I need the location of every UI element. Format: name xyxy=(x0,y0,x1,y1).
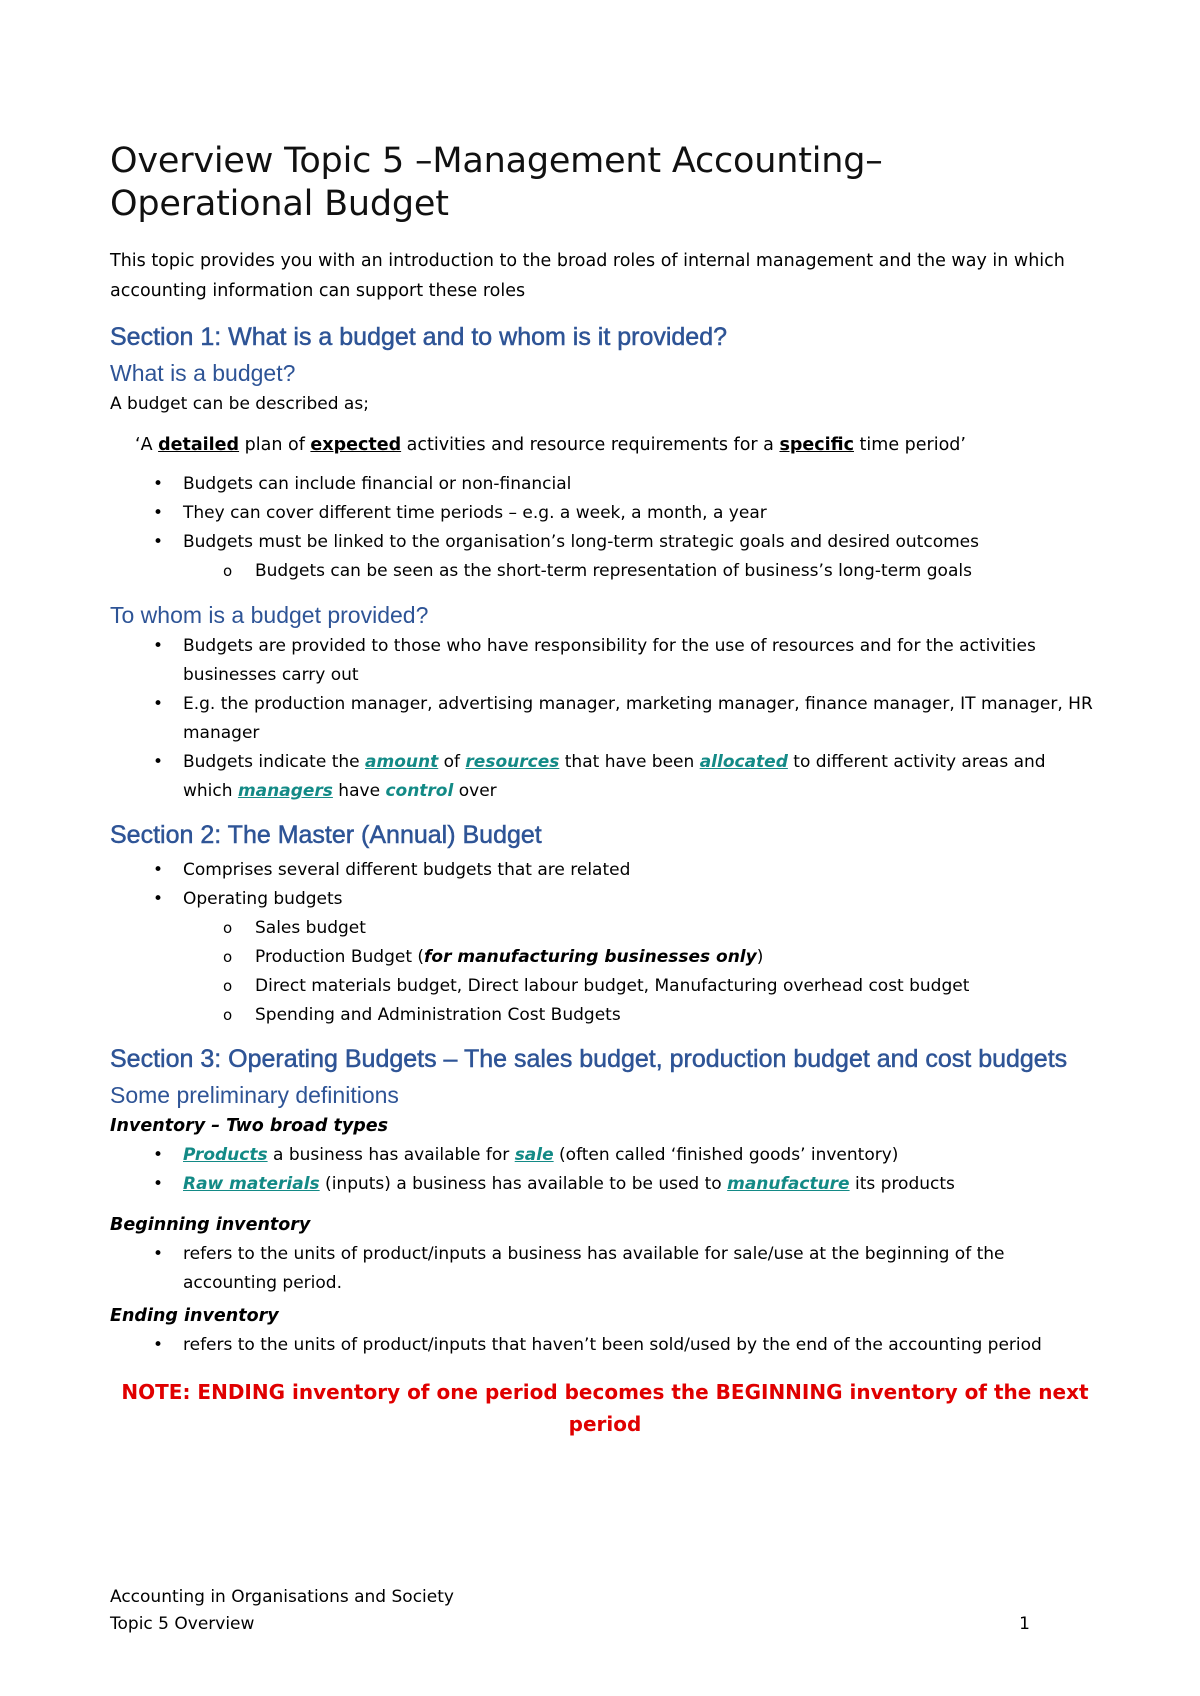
list-item: • refers to the units of product/inputs a business has available for sale/use at the beginning of the accounting period. xyxy=(110,1240,1100,1298)
keyword-raw-materials: Raw materials xyxy=(183,1174,320,1194)
sub-list-item: o Budgets can be seen as the short-term representation of business’s long-term goals xyxy=(110,557,1100,586)
keyword-managers: managers xyxy=(237,781,333,801)
keyword-allocated: allocated xyxy=(699,752,788,772)
list-item: • Products a business has available for sale (often called ‘finished goods’ inventory) xyxy=(110,1141,1100,1170)
inventory-note: NOTE: ENDING inventory of one period becomes the BEGINNING inventory of the next period xyxy=(121,1380,1089,1436)
budget-sub-list xyxy=(110,557,1100,586)
list-item: • Budgets are provided to those who have responsibility for the use of resources and for the activities businesses carry out xyxy=(110,632,1100,690)
sub-list-item: o Direct materials budget, Direct labour budget, Manufacturing overhead cost budget xyxy=(110,972,1100,1001)
list-item: • refers to the units of product/inputs that haven’t been sold/used by the end of the accounting period xyxy=(110,1331,1100,1360)
to-whom-list xyxy=(110,632,1100,806)
sub-list-item: o Spending and Administration Cost Budgets xyxy=(110,1001,1100,1030)
section-2-heading: Section 2: The Master (Annual) Budget xyxy=(110,821,542,849)
manufacturing-only-note: for manufacturing businesses only xyxy=(424,947,757,967)
page-number: 1 xyxy=(1019,1614,1030,1634)
keyword-control: control xyxy=(385,781,454,801)
page-footer xyxy=(110,1584,1030,1638)
page-title xyxy=(110,140,1100,226)
title-line-2: Operational Budget xyxy=(110,184,449,224)
title-line-1: Overview Topic 5 –Management Accounting– xyxy=(110,141,883,181)
list-item: • Budgets must be linked to the organisation’s long-term strategic goals and desired outcomes xyxy=(110,528,1100,557)
keyword-sale: sale xyxy=(514,1145,554,1165)
preliminary-definitions-heading: Some preliminary definitions xyxy=(110,1082,399,1108)
inventory-types-heading: Inventory – Two broad types xyxy=(110,1116,389,1136)
ending-inventory-heading: Ending inventory xyxy=(110,1306,279,1326)
list-item: • E.g. the production manager, advertising manager, marketing manager, finance manager, IT manager, HR manager xyxy=(110,690,1100,748)
keyword-products: Products xyxy=(183,1145,268,1165)
described-as-text: A budget can be described as; xyxy=(110,394,369,414)
footer-topic-name: Topic 5 Overview xyxy=(110,1614,255,1634)
inventory-types-list xyxy=(110,1141,1100,1199)
budget-definition-quote: ‘A detailed plan of expected activities and resource requirements for a specific time period’ xyxy=(135,435,966,455)
ending-inventory-list xyxy=(110,1331,1100,1360)
list-item: • Operating budgets xyxy=(110,885,1100,914)
what-is-budget-heading: What is a budget? xyxy=(110,360,296,386)
emphasis-detailed: detailed xyxy=(158,435,240,455)
list-item: • Comprises several different budgets that are related xyxy=(110,856,1100,885)
master-budget-list xyxy=(110,856,1100,914)
section-1-heading: Section 1: What is a budget and to whom is it provided? xyxy=(110,323,728,351)
keyword-amount: amount xyxy=(365,752,439,772)
page-content xyxy=(110,140,1100,1440)
list-item: • Budgets can include financial or non-financial xyxy=(110,470,1100,499)
sub-list-item: o Sales budget xyxy=(110,914,1100,943)
keyword-resources: resources xyxy=(465,752,560,772)
keyword-manufacture: manufacture xyxy=(727,1174,850,1194)
section-3-heading: Section 3: Operating Budgets – The sales budget, production budget and cost budgets xyxy=(110,1045,1068,1073)
to-whom-heading: To whom is a budget provided? xyxy=(110,602,429,628)
emphasis-expected: expected xyxy=(310,435,402,455)
footer-course-name: Accounting in Organisations and Society xyxy=(110,1587,454,1607)
emphasis-specific: specific xyxy=(779,435,854,455)
sub-list-item: o Production Budget (for manufacturing businesses only) xyxy=(110,943,1100,972)
list-item: • Raw materials (inputs) a business has available to be used to manufacture its products xyxy=(110,1170,1100,1199)
list-item: • They can cover different time periods – e.g. a week, a month, a year xyxy=(110,499,1100,528)
operating-budgets-sub-list xyxy=(110,914,1100,1030)
beginning-inventory-list xyxy=(110,1240,1100,1298)
budget-bullet-list xyxy=(110,470,1100,557)
list-item: • Budgets indicate the amount of resources that have been allocated to different activity areas and which managers have control over xyxy=(110,748,1100,806)
beginning-inventory-heading: Beginning inventory xyxy=(110,1215,311,1235)
intro-paragraph: This topic provides you with an introduction to the broad roles of internal management and the way in which accounting information can support these roles xyxy=(110,251,1065,301)
